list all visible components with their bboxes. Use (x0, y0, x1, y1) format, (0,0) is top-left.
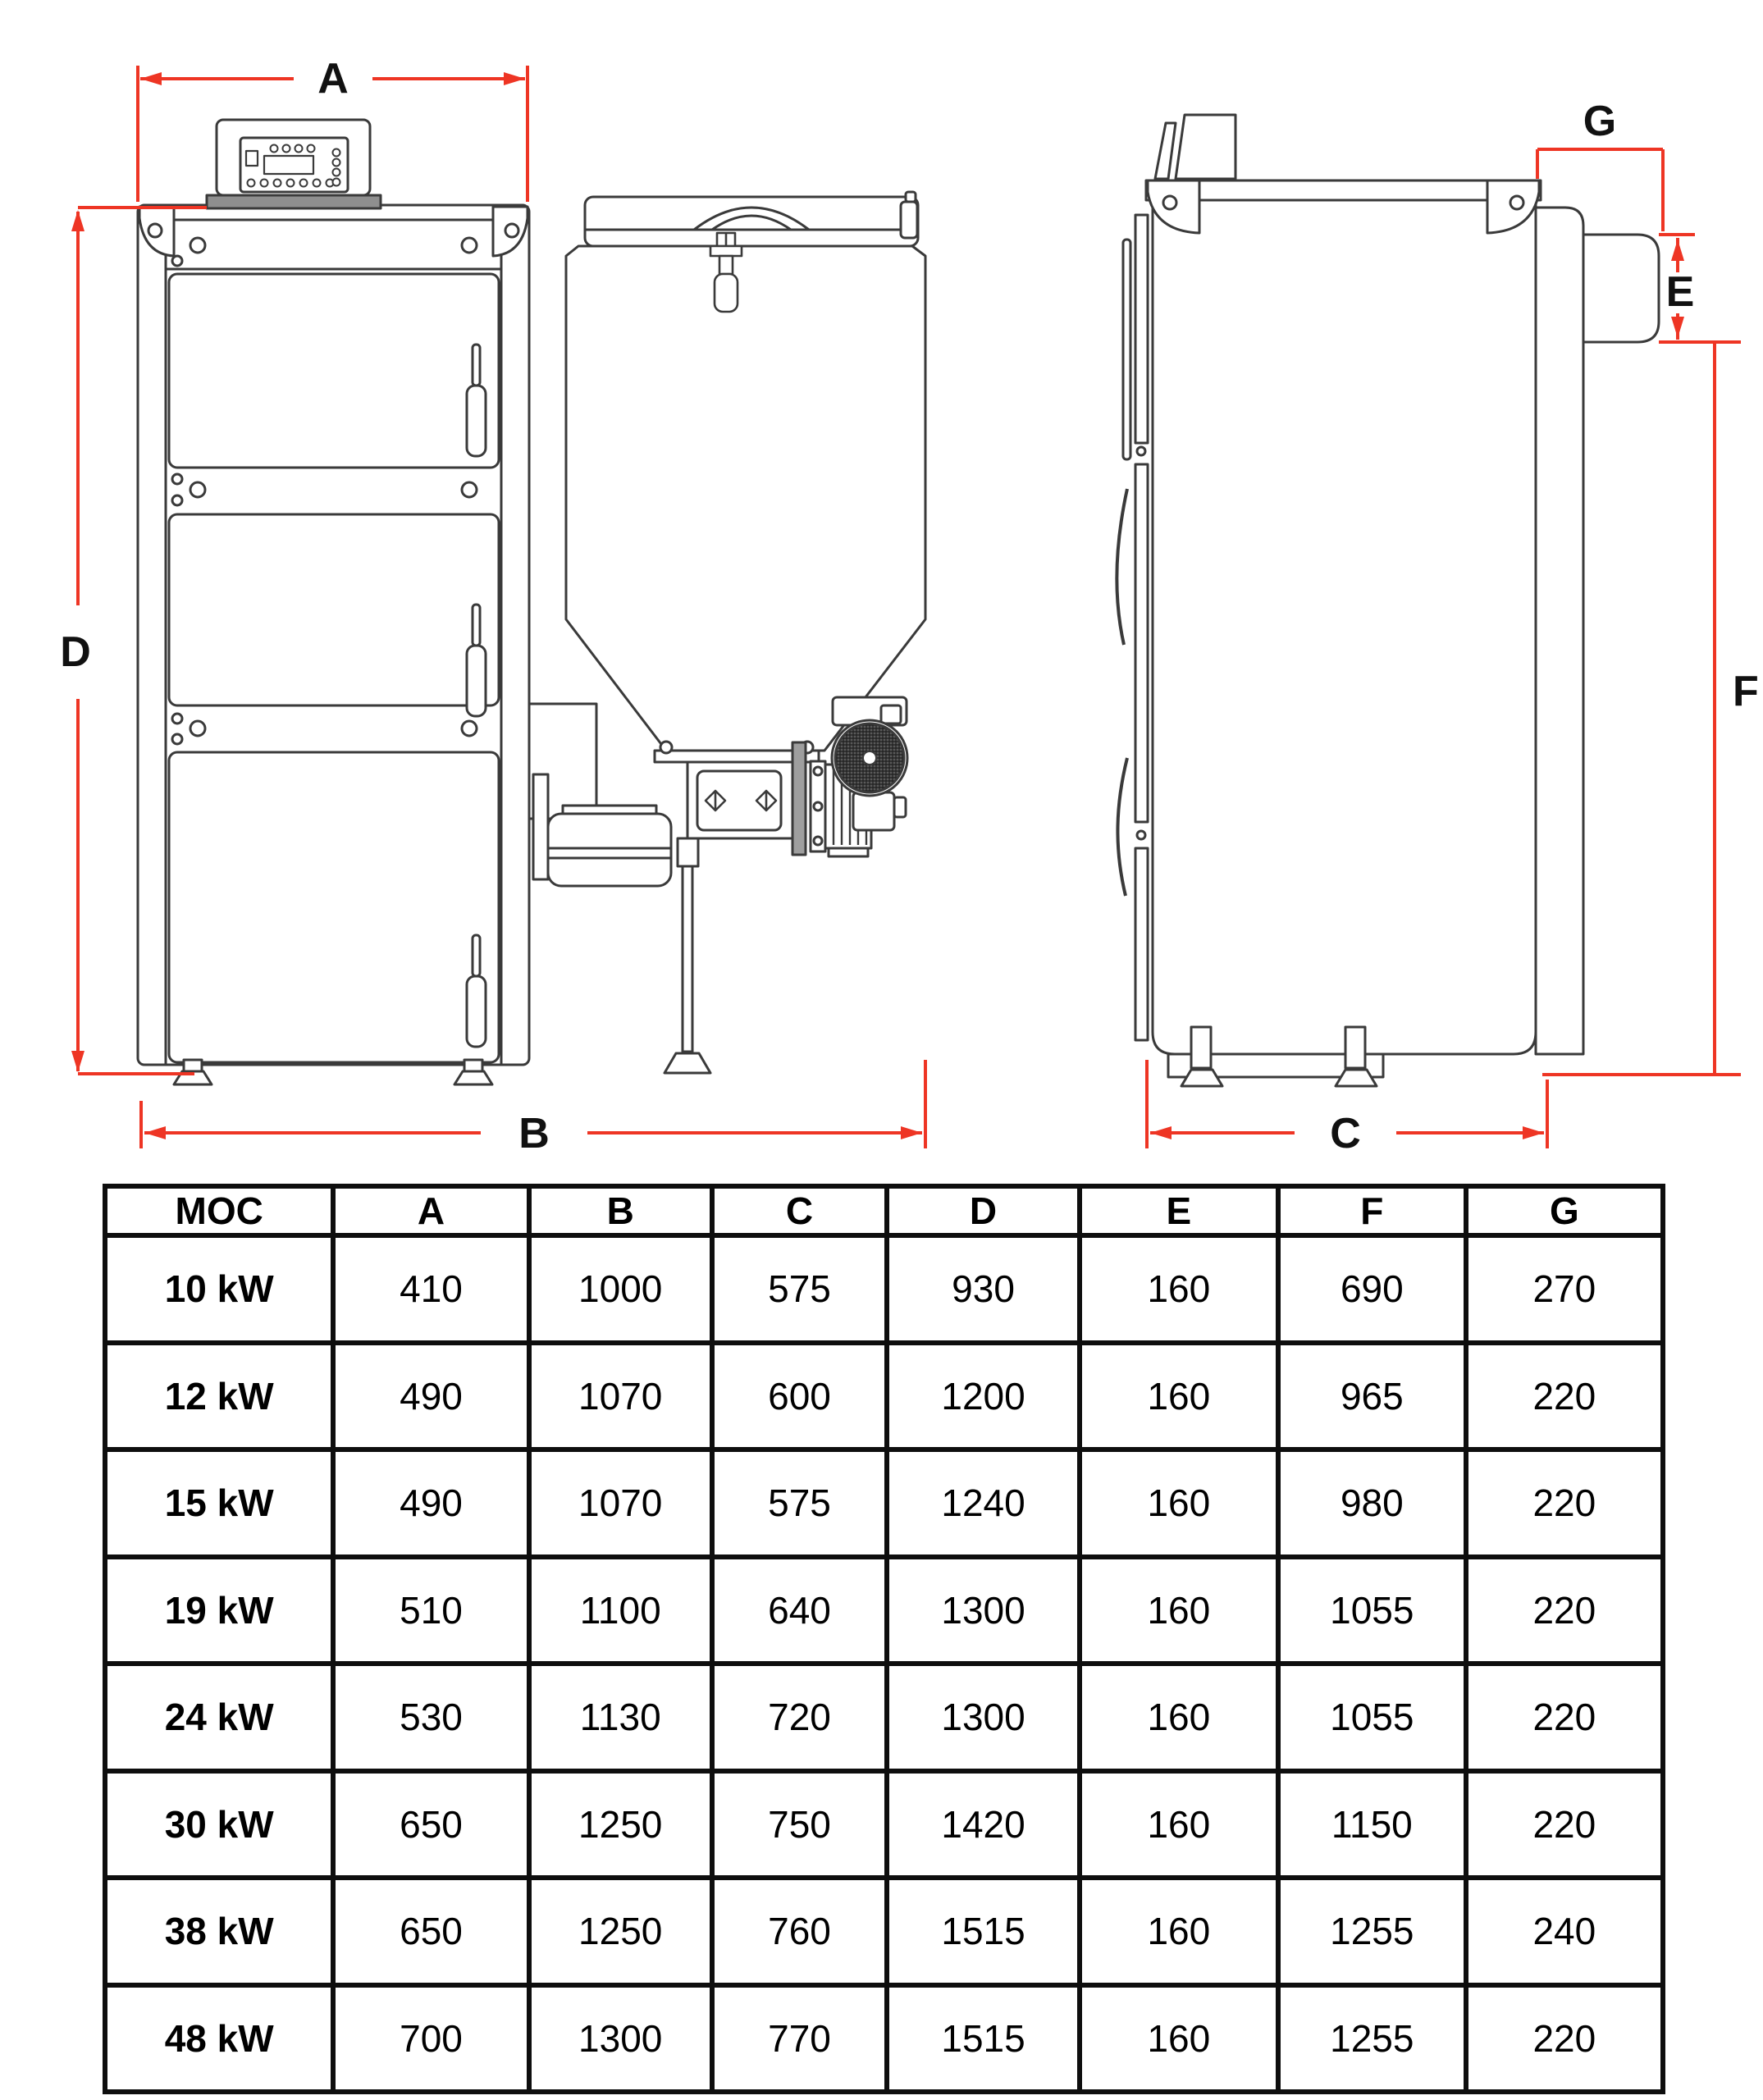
cell-moc: 15 kW (105, 1449, 333, 1557)
cell: 760 (712, 1878, 888, 1985)
table-row (105, 1878, 1663, 1985)
cell: 270 (1466, 1235, 1663, 1343)
support-leg (683, 866, 692, 1052)
cell-moc: 12 kW (105, 1343, 333, 1450)
cell-moc: 48 kW (105, 1985, 333, 2093)
cell: 1070 (529, 1343, 712, 1450)
header-a: A (333, 1186, 528, 1235)
table-row (105, 1343, 1663, 1450)
cell: 1200 (887, 1343, 1080, 1450)
hopper-lid (585, 197, 918, 246)
cell: 160 (1080, 1664, 1278, 1771)
cell: 490 (333, 1449, 528, 1557)
table-row (105, 1557, 1663, 1664)
door-edge-strip (1135, 848, 1148, 1040)
cell: 220 (1466, 1449, 1663, 1557)
cell: 1240 (887, 1449, 1080, 1557)
cell: 720 (712, 1664, 888, 1771)
motor-shaft (863, 751, 876, 765)
table-header-row (105, 1186, 1663, 1235)
cell: 160 (1080, 1771, 1278, 1879)
cell: 600 (712, 1343, 888, 1450)
table-row (105, 1664, 1663, 1771)
cell: 240 (1466, 1878, 1663, 1985)
side-top-rail (1146, 180, 1541, 200)
cell: 410 (333, 1235, 528, 1343)
cell: 965 (1278, 1343, 1466, 1450)
cell: 1000 (529, 1235, 712, 1343)
flange-bolt (660, 742, 672, 753)
cell: 640 (712, 1557, 888, 1664)
cell: 530 (333, 1664, 528, 1771)
cell: 510 (333, 1557, 528, 1664)
cell: 1250 (529, 1771, 712, 1879)
table-row (105, 1771, 1663, 1879)
cell: 1300 (529, 1985, 712, 2093)
fuel-hopper (566, 192, 925, 751)
dim-label-e: E (1665, 268, 1695, 316)
cell: 1250 (529, 1878, 712, 1985)
dimension-table (103, 1184, 1665, 2094)
cell: 1100 (529, 1557, 712, 1664)
header-c: C (712, 1186, 888, 1235)
cell: 1515 (887, 1985, 1080, 2093)
cell: 1150 (1278, 1771, 1466, 1879)
cell: 220 (1466, 1985, 1663, 2093)
burner-box (548, 814, 671, 886)
cell-moc: 38 kW (105, 1878, 333, 1985)
cell: 1055 (1278, 1557, 1466, 1664)
rear-panel (1536, 208, 1583, 1054)
dim-label-b: B (518, 1110, 550, 1157)
cell: 160 (1080, 1449, 1278, 1557)
chimney-collar (1176, 115, 1235, 179)
cell: 650 (333, 1878, 528, 1985)
dim-label-d: D (60, 628, 91, 676)
support-leg-block (678, 838, 698, 866)
header-e: E (1080, 1186, 1278, 1235)
cell: 160 (1080, 1985, 1278, 2093)
door-edge-strip (1135, 215, 1148, 443)
header-d: D (887, 1186, 1080, 1235)
dim-label-f: F (1733, 668, 1759, 715)
cell: 220 (1466, 1343, 1663, 1450)
hopper-body (566, 246, 925, 751)
cell-moc: 24 kW (105, 1664, 333, 1771)
header-b: B (529, 1186, 712, 1235)
header-moc: MOC (105, 1186, 333, 1235)
cell: 490 (333, 1343, 528, 1450)
cell: 160 (1080, 1557, 1278, 1664)
cell-moc: 10 kW (105, 1235, 333, 1343)
cell: 160 (1080, 1235, 1278, 1343)
boiler-door-middle (169, 514, 499, 705)
cell: 980 (1278, 1449, 1466, 1557)
side-body (1153, 199, 1536, 1054)
feeder-assembly (507, 694, 907, 1073)
cell: 1420 (887, 1771, 1080, 1879)
cell: 1055 (1278, 1664, 1466, 1771)
cell-moc: 19 kW (105, 1557, 333, 1664)
door-edge-strip (1135, 464, 1148, 822)
table-row (105, 1985, 1663, 2093)
cell: 750 (712, 1771, 888, 1879)
flue-outlet (1583, 235, 1659, 342)
cell: 930 (887, 1235, 1080, 1343)
cell: 1300 (887, 1557, 1080, 1664)
burner-backplate (533, 774, 548, 879)
cell: 650 (333, 1771, 528, 1879)
side-door-handle (1123, 240, 1130, 459)
controller-display (264, 156, 313, 174)
table-row (105, 1449, 1663, 1557)
auger-duct (520, 704, 596, 819)
cell: 220 (1466, 1557, 1663, 1664)
cell: 1130 (529, 1664, 712, 1771)
lid-hinge (901, 202, 917, 238)
cell: 690 (1278, 1235, 1466, 1343)
cell: 220 (1466, 1664, 1663, 1771)
cell: 575 (712, 1449, 888, 1557)
header-f: F (1278, 1186, 1466, 1235)
cell: 700 (333, 1985, 528, 2093)
dim-label-a: A (317, 55, 349, 103)
cell: 160 (1080, 1343, 1278, 1450)
cell: 1255 (1278, 1985, 1466, 2093)
cell: 1070 (529, 1449, 712, 1557)
controller-pedestal (207, 195, 381, 208)
cell: 575 (712, 1235, 888, 1343)
support-foot (665, 1053, 710, 1073)
cell: 220 (1466, 1771, 1663, 1879)
cell: 1255 (1278, 1878, 1466, 1985)
table-row (105, 1235, 1663, 1343)
gear-housing (853, 792, 894, 830)
cell: 1300 (887, 1664, 1080, 1771)
boiler-front-view (138, 120, 529, 1084)
boiler-door-bottom (169, 752, 499, 1062)
dim-label-c: C (1330, 1110, 1361, 1157)
control-panel (217, 120, 370, 195)
feeder-side-plate (792, 742, 806, 855)
cell: 160 (1080, 1878, 1278, 1985)
boiler-side-view (1117, 115, 1659, 1086)
cell-moc: 30 kW (105, 1771, 333, 1879)
dim-label-g: G (1583, 98, 1617, 145)
cell: 770 (712, 1985, 888, 2093)
cell: 1515 (887, 1878, 1080, 1985)
header-g: G (1466, 1186, 1663, 1235)
boiler-door-top (169, 274, 499, 468)
